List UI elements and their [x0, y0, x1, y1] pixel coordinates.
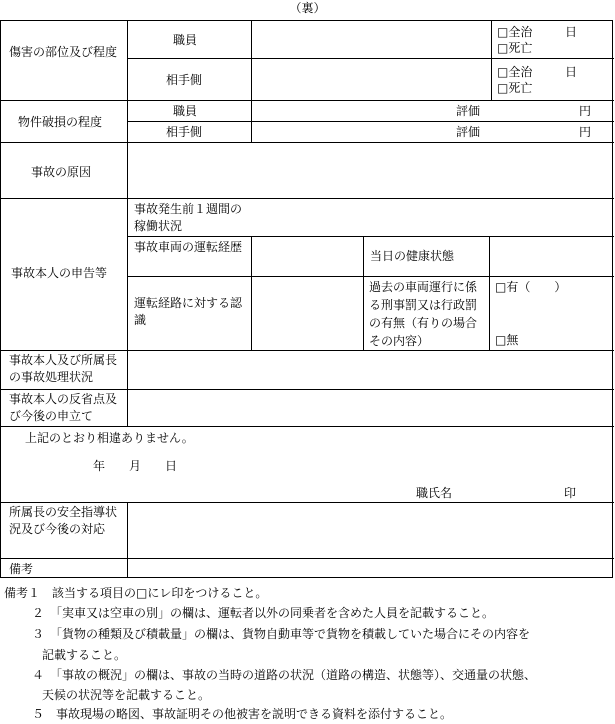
label-column-rule-upper: [127, 21, 128, 350]
injury-staff-label: 職員: [173, 33, 198, 47]
note-3-line-1: ３ 「貨物の種類及び積載量」の欄は、貨物自動車等で貨物を積載していた場合にその内容を: [32, 627, 531, 641]
confirmation-date: 年 月 日: [93, 459, 178, 473]
staff-day-unit: 日: [565, 25, 578, 39]
note-4-line-1: ４ 「事故の概況」の欄は、事故の当時の道路の状況（道路の構造、状態等）、交通量の状態、: [32, 668, 537, 682]
note-1: 備考１ 該当する項目の□にレ印をつけること。: [4, 586, 268, 600]
rule-after-reflection: [1, 426, 614, 427]
injury-other-label: 相手側: [166, 73, 203, 87]
route-awareness-label: 運転経路に対する認識: [134, 296, 243, 327]
rule-after-driving-history: [127, 276, 614, 277]
guidance-label: 所属長の安全指導状況及び今後の対応: [9, 505, 118, 536]
health-label-rule-left: [363, 236, 364, 350]
accident-report-form: [0, 20, 613, 578]
penalty-no-checkbox[interactable]: □無: [495, 333, 519, 347]
label-column-rule-lower: [127, 502, 128, 578]
rule-after-injury: [1, 100, 614, 101]
declaration-label: 事故本人の申告等: [11, 266, 108, 280]
driving-history-label: 事故車両の運転経歴: [134, 240, 243, 254]
penalty-yes-checkbox[interactable]: □有（ ）: [495, 280, 567, 294]
remarks-label: 備考: [9, 562, 34, 576]
health-label: 当日の健康状態: [370, 249, 455, 263]
past-penalty-label: 過去の車両運行に係る刑事罰又は行政罰の有無（有りの場合その内容）: [369, 280, 478, 348]
note-5: ５ 事故現場の略図、事故証明その他被害を説明できる資料を添付すること。: [32, 707, 453, 721]
property-row-divider: [127, 121, 614, 122]
property-staff-eval-label: 評価: [456, 104, 481, 118]
handling-label: 事故本人及び所属長の事故処理状況: [9, 353, 118, 384]
injury-check-rule: [491, 21, 492, 100]
property-staff-label: 職員: [173, 104, 198, 118]
injury-label: 傷害の部位及び程度: [9, 45, 118, 59]
note-2: ２ 「実車又は空車の別」の欄は、運転者以外の同乗者を含めた人員を記載すること。: [32, 606, 495, 620]
staff-death-checkbox[interactable]: □死亡: [497, 41, 533, 55]
rule-after-property: [1, 142, 614, 143]
label-column-rule-middle: [127, 350, 128, 426]
other-day-unit: 日: [565, 65, 578, 79]
rule-after-handling: [1, 389, 614, 390]
injury-property-sub-rule: [251, 21, 252, 142]
page-heading: （裏）: [289, 1, 326, 15]
property-staff-yen-unit: 円: [579, 104, 592, 118]
declaration-sub-rule: [251, 236, 252, 350]
reflection-label: 事故本人の反省点及び今後の申立て: [9, 392, 118, 423]
property-other-yen-unit: 円: [579, 125, 592, 139]
confirmation-statement: 上記のとおり相違ありません。: [25, 431, 194, 445]
rule-after-confirmation: [1, 502, 614, 503]
property-label: 物件破損の程度: [18, 115, 103, 129]
staff-full-cure-checkbox[interactable]: □全治: [497, 25, 533, 39]
injury-row-divider: [127, 58, 614, 59]
rule-after-guidance: [1, 558, 614, 559]
cause-label: 事故の原因: [31, 165, 92, 179]
confirmation-seal-mark: 印: [564, 486, 577, 500]
rule-after-week-status: [127, 236, 614, 237]
other-full-cure-checkbox[interactable]: □全治: [497, 65, 533, 79]
week-status-label: 事故発生前１週間の稼働状況: [134, 202, 243, 233]
health-label-rule-right: [489, 236, 490, 350]
rule-after-declaration: [1, 350, 614, 351]
property-other-eval-label: 評価: [456, 125, 481, 139]
rule-after-cause: [1, 198, 614, 199]
note-3-line-2: 記載すること。: [42, 648, 127, 662]
property-other-label: 相手側: [166, 125, 203, 139]
note-4-line-2: 天候の状況等を記載すること。: [42, 688, 211, 702]
other-death-checkbox[interactable]: □死亡: [497, 81, 533, 95]
confirmation-name-label: 職氏名: [416, 486, 453, 500]
